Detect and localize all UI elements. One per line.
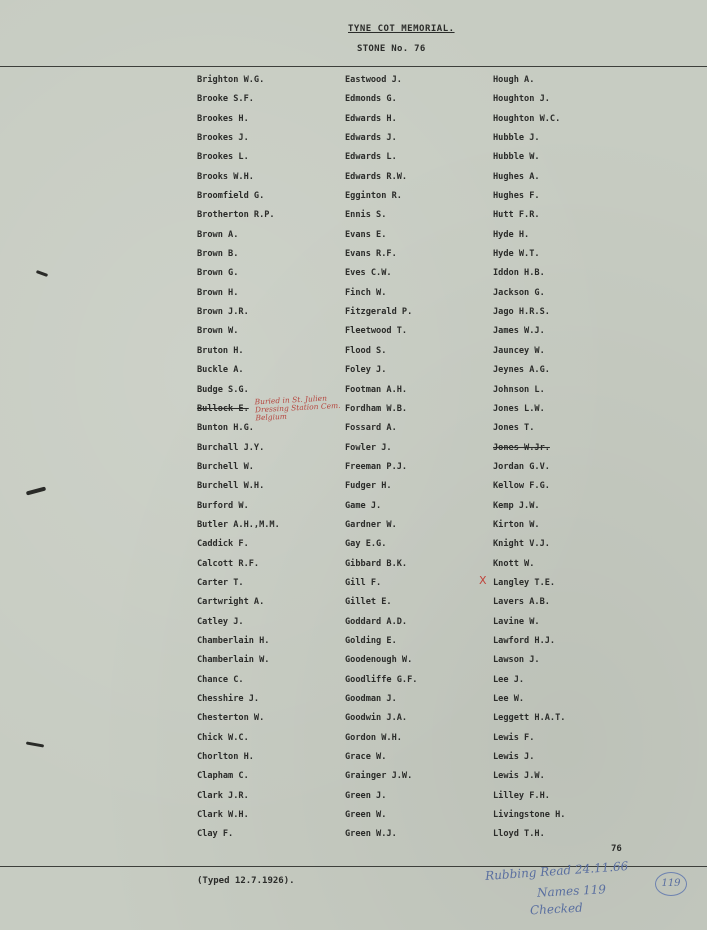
- name-entry: Chamberlain H.: [197, 635, 270, 646]
- name-entry: Bunton H.G.: [197, 423, 254, 434]
- handwritten-burial-note: Buried in St. Julien Dressing Station Cem. Belgium: [254, 393, 341, 423]
- name-entry: Butler A.H.,M.M.: [197, 519, 280, 530]
- name-entry: Gay E.G.: [345, 539, 387, 550]
- name-entry: Fowler J.: [345, 442, 392, 453]
- name-entry: Langley T.E.: [493, 577, 556, 588]
- name-entry-struck: Bullock E.: [197, 403, 249, 414]
- name-entry: Lavers A.B.: [493, 597, 550, 608]
- name-entry: Finch W.: [345, 287, 387, 298]
- name-entry: Green W.J.: [345, 829, 397, 840]
- name-entry: Chick W.C.: [197, 732, 249, 743]
- name-entry: Burchall J.Y.: [197, 442, 265, 453]
- name-entry: Chance C.: [197, 674, 244, 685]
- memorial-title: TYNE COT MEMORIAL.: [348, 24, 455, 34]
- name-entry: Hutt F.R.: [493, 210, 540, 221]
- name-entry: Eastwood J.: [345, 75, 402, 85]
- name-entry: Evans R.F.: [345, 249, 397, 260]
- name-entry: Golding E.: [345, 635, 397, 646]
- name-entry: Burford W.: [197, 500, 249, 511]
- name-entry: Clark J.R.: [197, 790, 249, 801]
- name-entry: Ennis S.: [345, 210, 387, 221]
- name-entry: Jones T.: [493, 423, 535, 434]
- names-column-3: [493, 71, 565, 845]
- name-entry: Clay F.: [197, 829, 234, 840]
- name-entry: Edwards R.W.: [345, 171, 408, 182]
- name-entry: Lee J.: [493, 674, 525, 685]
- name-entry: Jackson G.: [493, 287, 545, 298]
- name-entry: Houghton J.: [493, 94, 550, 105]
- name-entry: Fudger H.: [345, 481, 392, 492]
- name-entry: Carter T.: [197, 577, 244, 588]
- name-entry: Brown B.: [197, 249, 239, 260]
- page-number: 76: [611, 844, 622, 854]
- handwritten-checked-note: Checked: [529, 900, 584, 918]
- name-entry: Chesshire J.: [197, 694, 260, 704]
- name-entry: Kirton W.: [493, 519, 540, 530]
- name-entry: Gibbard B.K.: [345, 558, 408, 569]
- name-entry: Gordon W.H.: [345, 732, 402, 743]
- name-entry: Lloyd T.H.: [493, 829, 545, 840]
- name-entry: Footman A.H.: [345, 384, 408, 395]
- handwritten-names-count: Names 119: [536, 882, 607, 900]
- name-entry: Freeman P.J.: [345, 461, 408, 472]
- name-entry: Broomfield G.: [197, 191, 265, 202]
- name-entry: Game J.: [345, 500, 382, 511]
- margin-mark: [26, 741, 44, 747]
- name-entry: Brown A.: [197, 229, 239, 240]
- name-entry: Chorlton H.: [197, 752, 254, 763]
- name-entry-struck: Jones W.Jr.: [493, 442, 550, 453]
- name-entry: Lilley F.H.: [493, 790, 550, 801]
- name-entry: Iddon H.B.: [493, 268, 545, 279]
- names-column-2: [345, 71, 417, 845]
- name-entry: Brookes H.: [197, 113, 249, 124]
- name-entry: Brown J.R.: [197, 307, 249, 318]
- name-entry: Grainger J.W.: [345, 771, 413, 782]
- name-entry: Goodman J.: [345, 694, 397, 704]
- name-entry: Fordham W.B.: [345, 403, 408, 414]
- name-entry: Grace W.: [345, 752, 387, 763]
- name-entry: Edwards L.: [345, 152, 397, 163]
- name-entry: Lawford H.J.: [493, 635, 556, 646]
- name-entry: Johnson L.: [493, 384, 545, 395]
- name-entry: Lewis J.: [493, 752, 535, 763]
- name-entry: James W.J.: [493, 326, 545, 337]
- name-entry: Lawson J.: [493, 655, 540, 666]
- name-entry: Goodliffe G.F.: [345, 674, 418, 685]
- name-entry: Edmonds G.: [345, 94, 397, 105]
- name-entry: Jordan G.V.: [493, 461, 550, 472]
- name-entry: Flood S.: [345, 345, 387, 356]
- name-entry: Gardner W.: [345, 519, 397, 530]
- name-entry: Lee W.: [493, 694, 525, 704]
- margin-mark: [36, 270, 48, 277]
- name-entry: Cartwright A.: [197, 597, 265, 608]
- top-rule: [0, 66, 707, 67]
- name-entry: Hyde W.T.: [493, 249, 540, 260]
- name-entry: Brown W.: [197, 326, 239, 337]
- name-entry: Gill F.: [345, 577, 382, 588]
- name-entry: Lavine W.: [493, 616, 540, 627]
- typed-date-note: (Typed 12.7.1926).: [197, 876, 295, 886]
- name-entry: Buckle A.: [197, 365, 244, 376]
- name-entry: Lewis J.W.: [493, 771, 545, 782]
- name-entry: Livingstone H.: [493, 810, 566, 821]
- stone-number: STONE No. 76: [357, 44, 426, 54]
- red-x-mark: X: [479, 574, 487, 587]
- name-entry: Bruton H.: [197, 345, 244, 356]
- name-entry: Lewis F.: [493, 732, 535, 743]
- name-entry: Clark W.H.: [197, 810, 249, 821]
- name-entry: Budge S.G.: [197, 384, 249, 395]
- name-entry: Foley J.: [345, 365, 387, 376]
- name-entry: Brown G.: [197, 268, 239, 279]
- name-entry: Leggett H.A.T.: [493, 713, 566, 724]
- name-entry: Gillet E.: [345, 597, 392, 608]
- name-entry: Brookes L.: [197, 152, 249, 163]
- name-entry: Kellow F.G.: [493, 481, 550, 492]
- name-entry: Hughes F.: [493, 191, 540, 202]
- margin-mark: [26, 486, 46, 495]
- name-entry: Brighton W.G.: [197, 75, 265, 85]
- names-column-1: [197, 71, 280, 845]
- name-entry: Houghton W.C.: [493, 113, 561, 124]
- name-entry: Edwards H.: [345, 113, 397, 124]
- name-entry: Eves C.W.: [345, 268, 392, 279]
- name-entry: Hughes A.: [493, 171, 540, 182]
- name-entry: Jones L.W.: [493, 403, 545, 414]
- name-entry: Kemp J.W.: [493, 500, 540, 511]
- name-entry: Knott W.: [493, 558, 535, 569]
- name-entry: Knight V.J.: [493, 539, 550, 550]
- name-entry: Fitzgerald P.: [345, 307, 413, 318]
- name-entry: Goddard A.D.: [345, 616, 408, 627]
- name-entry: Evans E.: [345, 229, 387, 240]
- name-entry: Fossard A.: [345, 423, 397, 434]
- name-entry: Caddick F.: [197, 539, 249, 550]
- name-entry: Clapham C.: [197, 771, 249, 782]
- name-entry: Egginton R.: [345, 191, 402, 202]
- name-entry: Hough A.: [493, 75, 535, 85]
- name-entry: Brookes J.: [197, 133, 249, 144]
- name-entry: Green W.: [345, 810, 387, 821]
- name-entry: Jauncey W.: [493, 345, 545, 356]
- name-entry: Calcott R.F.: [197, 558, 260, 569]
- circled-count: 119: [655, 872, 687, 896]
- name-entry: Hubble W.: [493, 152, 540, 163]
- name-entry: Jeynes A.G.: [493, 365, 550, 376]
- name-entry: Brotherton R.P.: [197, 210, 275, 221]
- handwritten-rubbing-note: Rubbing Read 24.11.66: [484, 859, 629, 883]
- name-entry: Hyde H.: [493, 229, 530, 240]
- name-entry: Catley J.: [197, 616, 244, 627]
- name-entry: Brown H.: [197, 287, 239, 298]
- name-entry: Green J.: [345, 790, 387, 801]
- name-entry: Fleetwood T.: [345, 326, 408, 337]
- name-entry: Burchell W.: [197, 461, 254, 472]
- name-entry: Jago H.R.S.: [493, 307, 550, 318]
- name-entry: Goodwin J.A.: [345, 713, 408, 724]
- name-entry: Chamberlain W.: [197, 655, 270, 666]
- name-entry: Brooke S.F.: [197, 94, 254, 105]
- name-entry: Edwards J.: [345, 133, 397, 144]
- name-entry: Goodenough W.: [345, 655, 413, 666]
- name-entry: Hubble J.: [493, 133, 540, 144]
- name-entry: Chesterton W.: [197, 713, 265, 724]
- name-entry: Burchell W.H.: [197, 481, 265, 492]
- name-entry: Brooks W.H.: [197, 171, 254, 182]
